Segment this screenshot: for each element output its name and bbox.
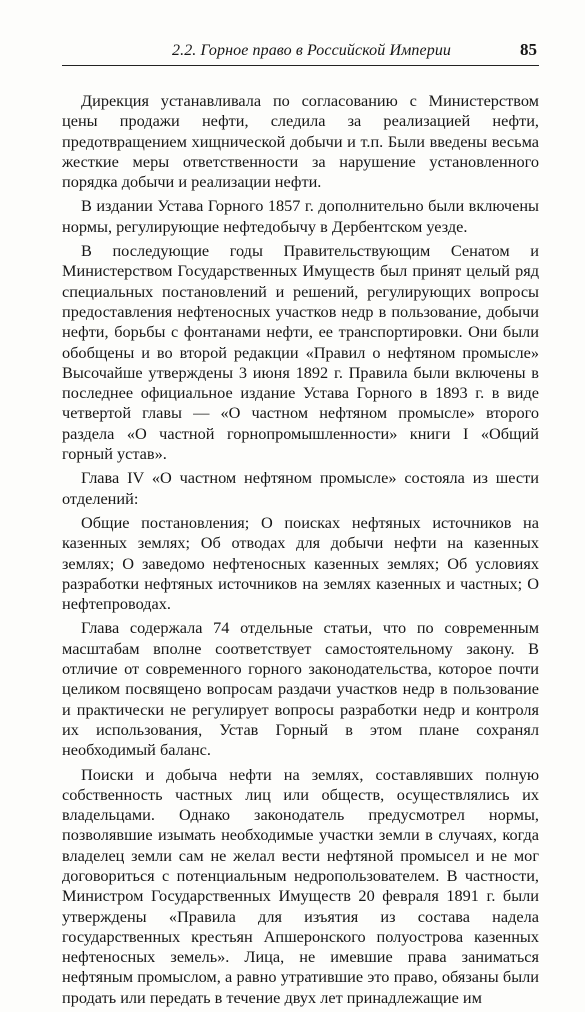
header-rule	[62, 65, 539, 66]
page-number: 85	[520, 40, 537, 59]
paragraph: Глава содержала 74 отдельные статьи, что по современным масштабам вполне соответствует самостоятельному закону. В отличие от современного горного законодательства, которое почти целиком посвящено вопросам раздачи участков недр в пользование и практически не регулирует вопросы разработки недр и контроля их использования, Устав Горный в этом плане сохранял необходимый баланс.	[62, 618, 539, 760]
paragraph: Глава IV «О частном нефтяном промысле» состояла из шести отделений:	[62, 468, 539, 508]
running-header	[62, 40, 539, 66]
paragraph: Поиски и добыча нефти на землях, составлявших полную собственность частных лиц или обществ, осуществлялись их владельцами. Однако законодатель предусмотрел нормы, позволявшие изымать необходимые участки земли в случаях, когда владелец земли сам не желал вести нефтяной промысел и не мог договориться с потенциальным недропользователем. В частности, Министром Государственных Имуществ 20 февраля 1891 г. были утверждены «Правила для изъятия из состава надела государственных крестьян Апшеронского полуострова казенных нефтеносных земель». Лица, не имевшие права заниматься нефтяным промыслом, а равно утратившие это право, обязаны были продать или передать в течение двух лет принадлежащие им	[62, 764, 539, 1007]
paragraph: Дирекция устанавливала по согласованию с Министерством цены продажи нефти, следила за реализацией нефти, предотвращением хищнической добычи и т.п. Были введены весьма жесткие меры ответственности за нарушение установленного порядка добычи и реализации нефти.	[62, 91, 539, 192]
paragraph: В последующие годы Правительствующим Сенатом и Министерством Государственных Имуществ был принят целый ряд специальных постановлений и решений, регулирующих вопросы предоставления нефтеносных участков недр в пользование, добычи нефти, борьбы с фонтанами нефти, ее транспортировки. Они были обобщены и во второй редакции «Правил о нефтяном промысле» Высочайше утверждены 3 июня 1892 г. Правила были включены в последнее официальное издание Устава Горного в 1893 г. в виде четвертой главы — «О частном нефтяном промысле» второго раздела «О частной горнопромышленности» книги I «Общий горный устав».	[62, 241, 539, 464]
running-title: 2.2. Горное право в Российской Империи	[172, 42, 452, 59]
body-text	[62, 91, 539, 1012]
paragraph: Общие постановления; О поисках нефтяных источников на казенных землях; Об отводах для добычи нефти на казенных землях; О заведомо нефтеносных казенных землях; Об условиях разработки нефтяных источников на землях казенных и частных; О нефтепроводах.	[62, 512, 539, 614]
paragraph: В издании Устава Горного 1857 г. дополнительно были включены нормы, регулирующие нефтедобычу в Дербентском уезде.	[62, 196, 539, 236]
